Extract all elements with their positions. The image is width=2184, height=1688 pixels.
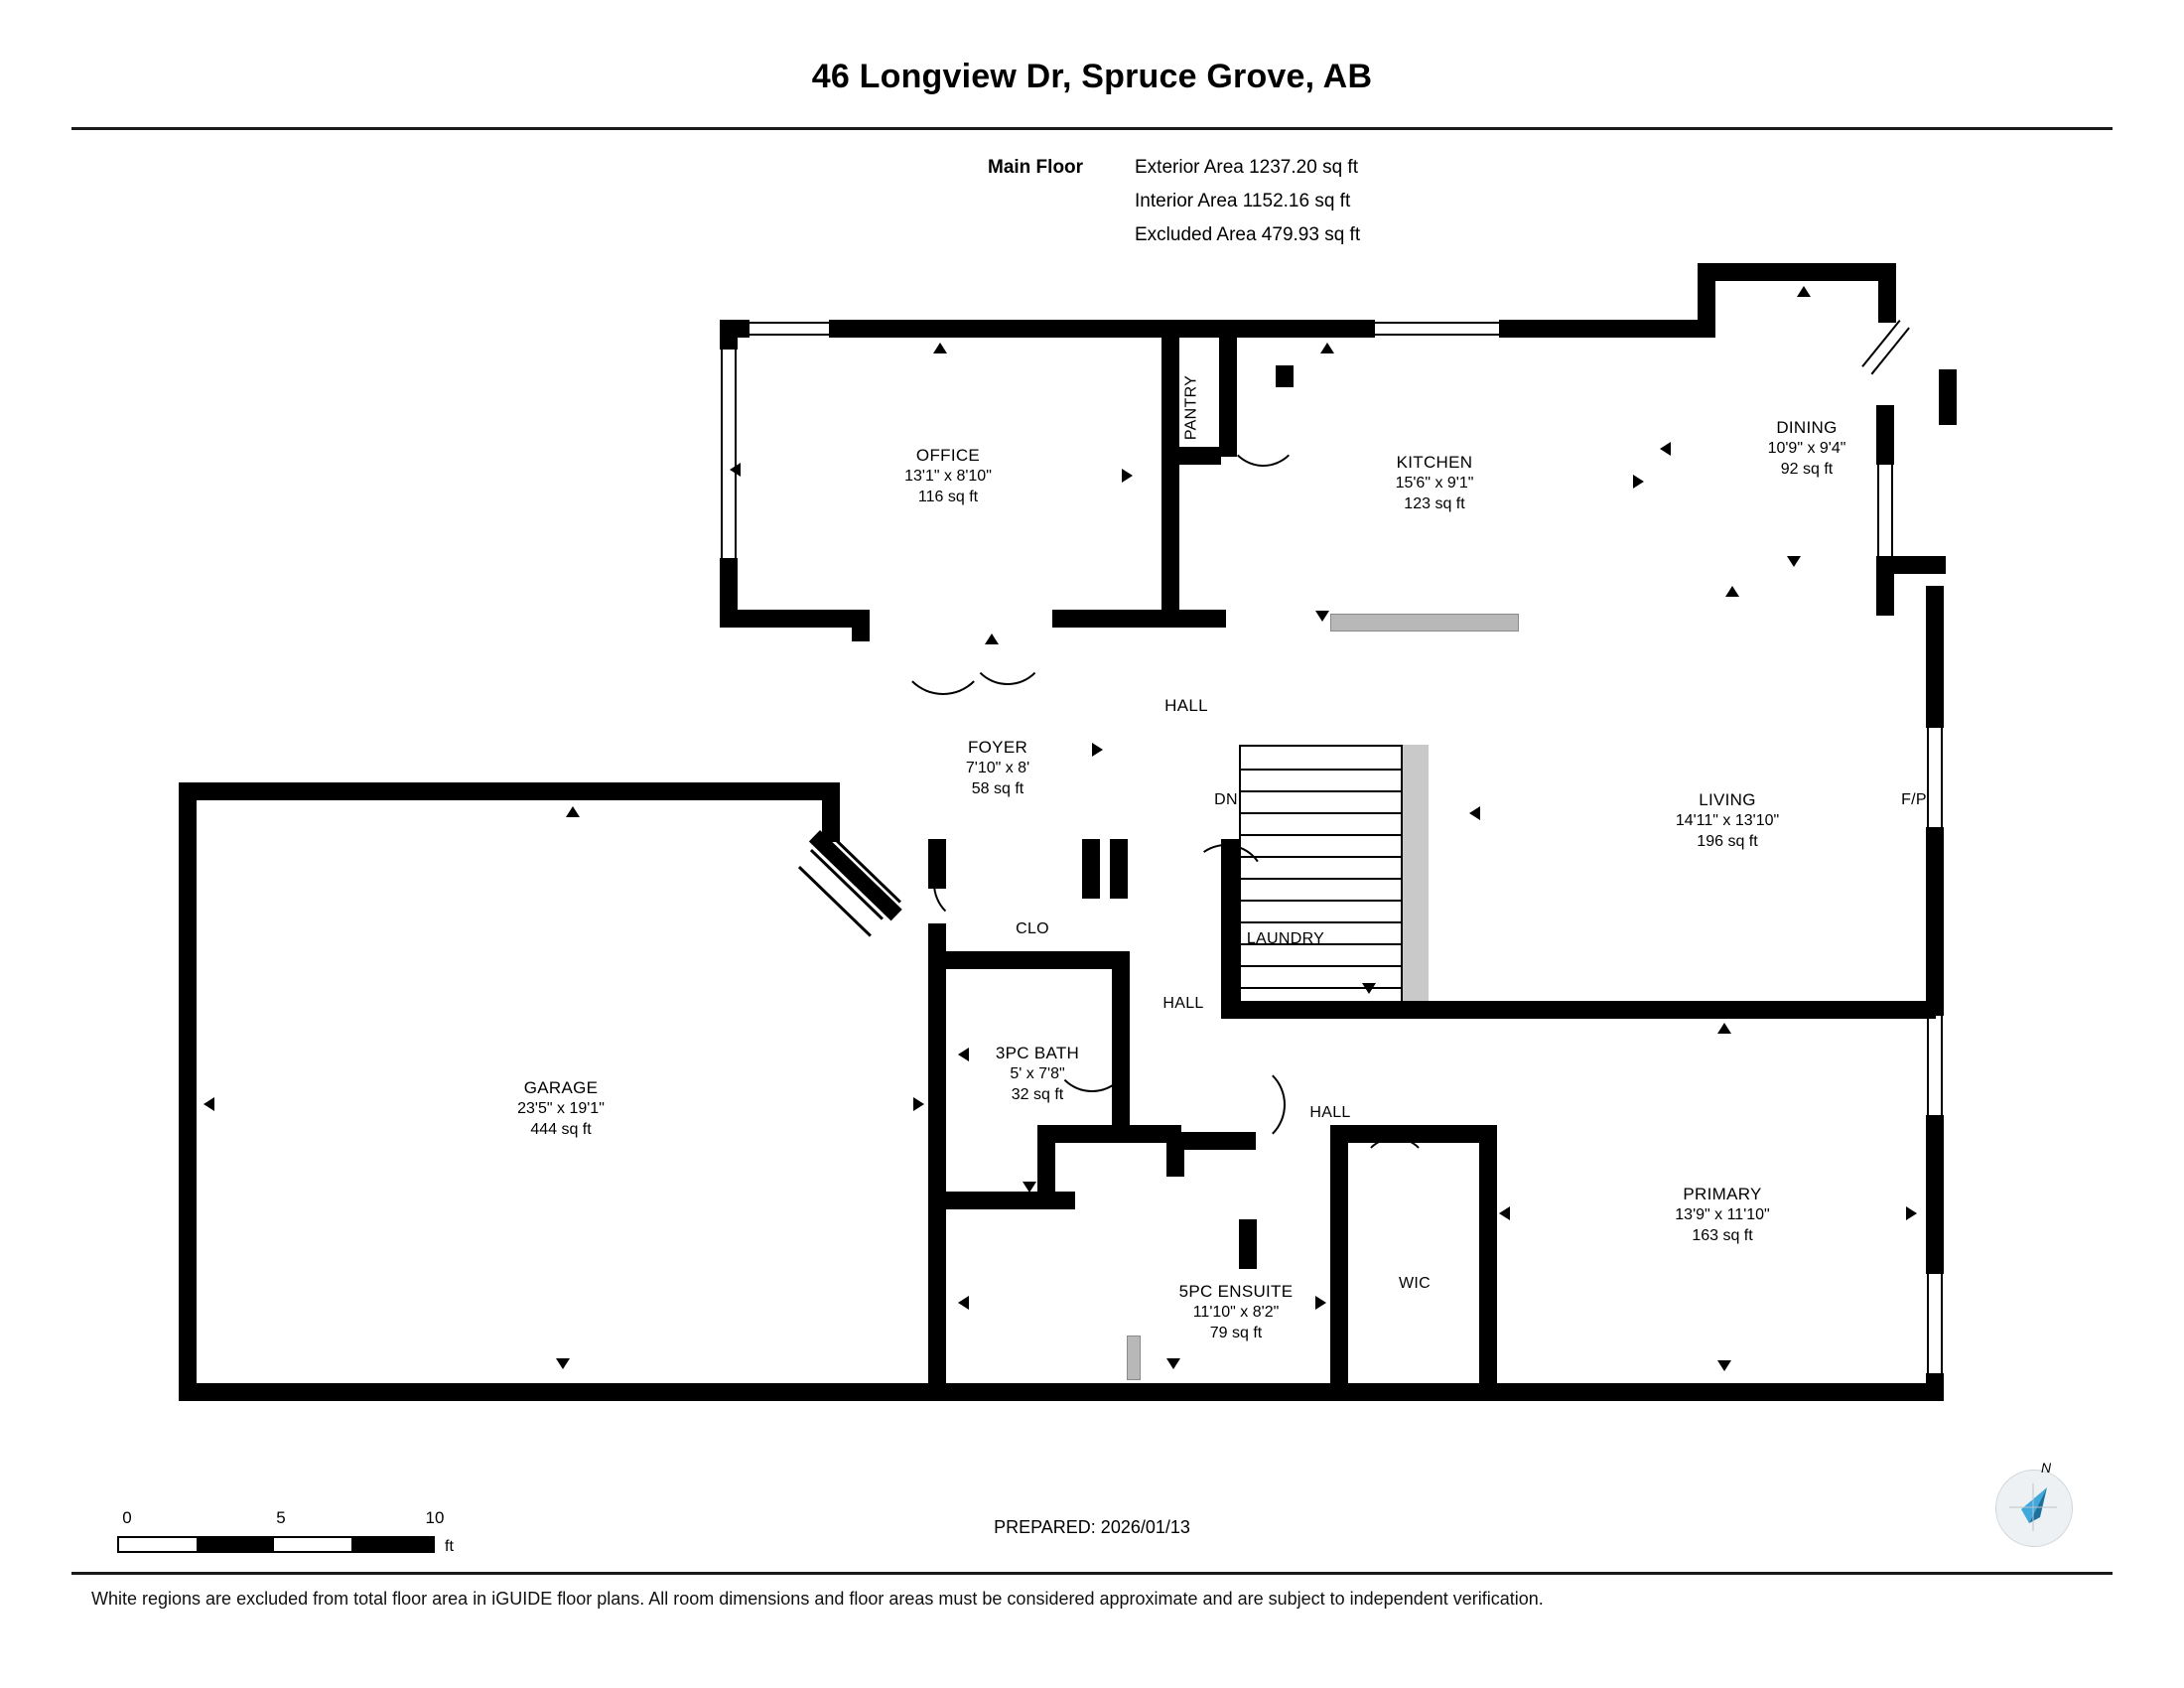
wall-segment — [1161, 320, 1179, 628]
room-dim: 13'9" x 11'10" — [1675, 1206, 1770, 1223]
wall-segment — [179, 782, 197, 1401]
scale-tick: 10 — [425, 1508, 445, 1527]
floor-label: Main Floor — [988, 157, 1084, 178]
door-arc — [1201, 1062, 1286, 1147]
dimension-arrow — [933, 343, 947, 353]
room-label-garage — [517, 1077, 605, 1140]
window — [1927, 1274, 1943, 1373]
room-label-fireplace — [1901, 789, 1927, 810]
wall-segment — [1926, 827, 1944, 1016]
wall-segment — [1698, 263, 1896, 281]
dimension-arrow — [1717, 1360, 1731, 1371]
wall-segment — [1939, 369, 1957, 407]
room-area: 92 sq ft — [1780, 461, 1834, 478]
scale-unit: ft — [445, 1538, 454, 1555]
wall-segment — [1430, 1001, 1936, 1019]
room-area: 79 sq ft — [1209, 1325, 1263, 1341]
room-dim: 23'5" x 19'1" — [517, 1100, 605, 1117]
room-area: 196 sq ft — [1697, 833, 1758, 850]
room-label-dining — [1768, 417, 1846, 480]
scale-tick: 5 — [276, 1508, 286, 1527]
window — [1927, 728, 1943, 827]
room-label-hall-mid — [1162, 993, 1203, 1014]
door-arc — [1226, 392, 1300, 467]
wall-segment — [720, 610, 869, 628]
room-name: 3PC BATH — [995, 1044, 1080, 1062]
window — [1927, 1016, 1943, 1115]
dimension-arrow — [1469, 806, 1480, 820]
wall-segment — [1348, 1125, 1497, 1143]
room-name: DINING — [1776, 418, 1838, 437]
wall-segment — [809, 830, 902, 920]
dimension-arrow — [1315, 611, 1329, 622]
room-label-foyer — [966, 737, 1029, 799]
footer-divider — [71, 1572, 2113, 1575]
window — [1375, 322, 1499, 336]
wall-segment — [1221, 1001, 1430, 1019]
dimension-arrow — [1032, 951, 1046, 962]
dimension-arrow — [1717, 1023, 1731, 1034]
dimension-arrow — [1320, 343, 1334, 353]
wall-segment — [852, 610, 870, 641]
wall-segment — [1161, 447, 1221, 465]
dimension-arrow — [1166, 1358, 1180, 1369]
wall-segment — [1876, 556, 1894, 616]
room-label-laundry — [1247, 928, 1324, 949]
wall-segment — [1479, 1125, 1497, 1401]
wall-segment — [1876, 405, 1894, 465]
wall-segment — [1926, 624, 1944, 728]
room-name: F/P — [1901, 791, 1927, 808]
room-name: FOYER — [967, 738, 1028, 757]
room-dim: 5' x 7'8" — [1010, 1065, 1065, 1082]
excluded-area: Excluded Area 479.93 sq ft — [1135, 224, 1361, 245]
room-name: WIC — [1398, 1275, 1432, 1292]
compass-north-label: N — [2041, 1460, 2052, 1476]
wall-segment — [829, 320, 1161, 338]
dimension-arrow — [1725, 586, 1739, 597]
room-label-pantry — [1181, 375, 1202, 440]
compass-rose — [1995, 1460, 2081, 1545]
window — [721, 350, 737, 558]
dimension-arrow — [566, 806, 580, 817]
room-label-closet — [1016, 918, 1049, 939]
room-label-wic — [1399, 1273, 1431, 1294]
dimension-arrow — [204, 1097, 214, 1111]
wall-segment — [1330, 1125, 1348, 1401]
disclaimer-text: White regions are excluded from total floor area in iGUIDE floor plans. All room dimensions and floor areas must be considered approximate and are subject to independent verification. — [91, 1589, 1544, 1609]
window — [1861, 320, 1910, 374]
window — [1877, 465, 1893, 556]
wall-segment — [928, 923, 946, 1383]
wall-segment — [1276, 365, 1294, 387]
room-name: LIVING — [1699, 790, 1756, 809]
dimension-arrow — [1023, 1182, 1036, 1193]
room-area: 32 sq ft — [1011, 1086, 1064, 1103]
room-name: 5PC ENSUITE — [1178, 1282, 1294, 1301]
kitchen-counter — [1330, 614, 1519, 632]
room-area: 58 sq ft — [971, 780, 1024, 797]
room-label-living — [1676, 789, 1779, 852]
room-label-kitchen — [1396, 452, 1474, 514]
room-name: CLO — [1016, 920, 1049, 937]
room-label-primary — [1675, 1184, 1769, 1246]
wall-segment — [1082, 839, 1100, 899]
wall-segment — [946, 1192, 1075, 1209]
door-arc — [1360, 1137, 1430, 1206]
room-name: KITCHEN — [1396, 453, 1473, 472]
door-arc — [968, 606, 1047, 685]
dimension-arrow — [958, 1048, 969, 1061]
wall-segment — [1231, 320, 1375, 338]
room-label-hall-lower — [1309, 1102, 1350, 1123]
room-area: 116 sq ft — [917, 489, 979, 505]
room-dim: 11'10" x 8'2" — [1192, 1304, 1280, 1321]
scale-tick: 0 — [122, 1508, 132, 1527]
compass-needle-icon — [1995, 1470, 2081, 1555]
interior-area: Interior Area 1152.16 sq ft — [1135, 191, 1351, 211]
wall-segment — [1052, 1125, 1181, 1143]
exterior-area: Exterior Area 1237.20 sq ft — [1135, 157, 1358, 178]
dimension-arrow — [556, 1358, 570, 1369]
stair-direction-arrow — [1362, 983, 1376, 994]
dimension-arrow — [1717, 1001, 1731, 1012]
dimension-arrow — [1092, 743, 1103, 757]
dimension-arrow — [1166, 1137, 1180, 1148]
dimension-arrow — [1122, 469, 1133, 483]
room-label-3pc-bath — [996, 1043, 1079, 1105]
dimension-arrow — [1787, 556, 1801, 567]
wall-segment — [179, 782, 839, 800]
wall-segment — [1499, 320, 1698, 338]
room-dim: 13'1" x 8'10" — [904, 468, 992, 485]
room-dim: 15'6" x 9'1" — [1395, 475, 1474, 492]
dimension-arrow — [1906, 1206, 1917, 1220]
room-area: 163 sq ft — [1692, 1227, 1753, 1244]
room-label-dn — [1214, 789, 1238, 810]
room-dim: 10'9" x 9'4" — [1767, 440, 1846, 457]
room-name: HALL — [1309, 1104, 1351, 1121]
dimension-arrow — [985, 633, 999, 644]
wall-segment — [179, 1383, 1944, 1401]
dimension-arrow — [913, 1097, 924, 1111]
room-area: 123 sq ft — [1404, 495, 1465, 512]
room-name: LAUNDRY — [1246, 930, 1325, 947]
dimension-arrow — [1660, 442, 1671, 456]
wall-segment — [1878, 263, 1896, 323]
scale-bar-track — [117, 1536, 435, 1553]
room-label-office — [904, 445, 992, 507]
dimension-arrow — [730, 463, 741, 477]
prepared-date: PREPARED: 2026/01/13 — [994, 1517, 1190, 1537]
room-name: HALL — [1164, 696, 1208, 715]
dimension-arrow — [958, 1296, 969, 1310]
room-label-hall-upper — [1164, 695, 1208, 716]
room-name: OFFICE — [915, 446, 981, 465]
wall-segment — [1926, 1115, 1944, 1274]
room-name: PRIMARY — [1683, 1185, 1762, 1203]
room-dim: 7'10" x 8' — [965, 760, 1030, 776]
room-name: HALL — [1162, 995, 1204, 1012]
wall-segment — [1926, 586, 1944, 626]
window — [750, 322, 829, 336]
wall-segment — [1939, 405, 1957, 425]
wall-segment — [1239, 1219, 1257, 1269]
room-name: GARAGE — [523, 1078, 599, 1097]
room-label-5pc-ensuite — [1179, 1281, 1294, 1343]
room-name: DN — [1214, 791, 1238, 808]
room-area: 444 sq ft — [530, 1121, 592, 1138]
stair-rail — [1403, 745, 1429, 1013]
room-dim: 14'11" x 13'10" — [1675, 812, 1780, 829]
wall-segment — [1110, 839, 1128, 899]
wall-segment — [1052, 610, 1226, 628]
dimension-arrow — [1499, 1206, 1510, 1220]
dimension-arrow — [1633, 475, 1644, 489]
page-title: 46 Longview Dr, Spruce Grove, AB — [811, 58, 1373, 95]
room-name: PANTRY — [1182, 374, 1200, 441]
dimension-arrow — [1082, 874, 1093, 888]
door-arc — [933, 844, 1013, 923]
bath-fixture — [1127, 1336, 1141, 1380]
wall-segment — [720, 320, 738, 350]
dimension-arrow — [1797, 286, 1811, 297]
dimension-arrow — [1315, 1296, 1326, 1310]
